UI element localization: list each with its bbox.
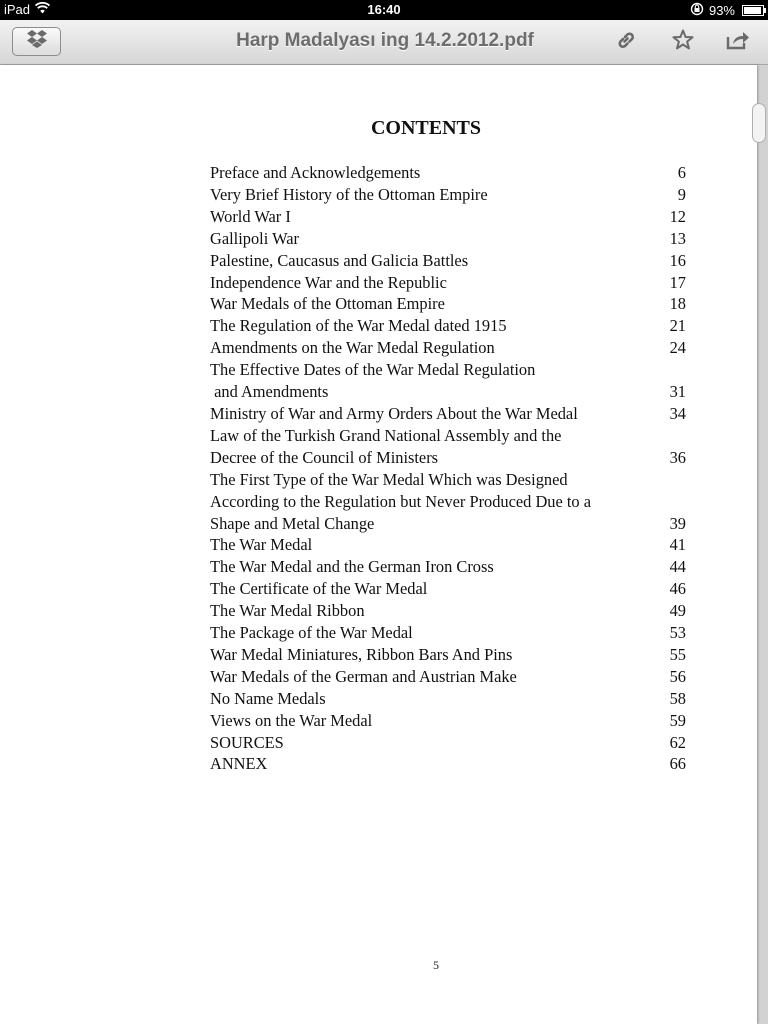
toc-entry[interactable] <box>210 293 686 315</box>
toc-entry[interactable] <box>210 403 686 425</box>
toc-entry[interactable] <box>210 250 686 272</box>
toc-entry-line: SOURCES <box>210 732 284 752</box>
toc-entry-title <box>210 578 427 600</box>
toc-entry-page: 17 <box>669 272 686 292</box>
toc-entry[interactable] <box>210 315 686 337</box>
table-of-contents <box>210 162 686 775</box>
document-viewer[interactable] <box>0 65 768 1024</box>
toc-entry-page: 58 <box>669 688 686 708</box>
pdf-page <box>0 65 757 1024</box>
document-title: Harp Madalyası ing 14.2.2012.pdf <box>236 30 534 51</box>
toc-entry-page: 46 <box>669 579 686 599</box>
toc-entry[interactable] <box>210 206 686 228</box>
toc-entry-title <box>210 732 284 754</box>
toc-entry-title <box>210 469 591 535</box>
toc-entry-line: The War Medal Ribbon <box>210 601 365 621</box>
battery-icon <box>742 5 764 16</box>
toc-entry-title <box>210 359 535 403</box>
contents-heading: CONTENTS <box>370 117 482 139</box>
toc-entry-line: Shape and Metal Change <box>210 513 375 533</box>
toc-entry-title <box>210 403 578 425</box>
toc-entry[interactable] <box>210 359 686 403</box>
toc-entry[interactable] <box>210 753 686 775</box>
toc-entry-line: The Effective Dates of the War Medal Regulation <box>210 360 536 380</box>
toc-entry[interactable] <box>210 622 686 644</box>
toc-entry-line: The War Medal <box>210 535 313 555</box>
toc-entry-line: Views on the War Medal <box>210 710 373 730</box>
device-name: iPad <box>4 2 31 17</box>
toc-entry-line: Very Brief History of the Ottoman Empire <box>210 184 488 204</box>
toc-entry-title <box>210 600 365 622</box>
toc-entry-title <box>210 206 291 228</box>
status-right <box>690 2 764 19</box>
toc-entry-page: 24 <box>669 338 686 358</box>
toc-entry-page: 21 <box>669 316 686 336</box>
status-bar <box>0 0 768 20</box>
toc-entry-page: 12 <box>669 206 686 226</box>
toc-entry-title <box>210 315 507 337</box>
toc-entry-line: Ministry of War and Army Orders About the War Medal <box>210 403 578 423</box>
toc-entry[interactable] <box>210 425 686 469</box>
toc-entry[interactable] <box>210 337 686 359</box>
bookmark-button[interactable] <box>670 29 696 55</box>
toc-entry-page: 55 <box>669 644 686 664</box>
share-button[interactable] <box>725 29 751 55</box>
toolbar <box>0 20 768 65</box>
toc-entry[interactable] <box>210 556 686 578</box>
toc-entry-title <box>210 228 299 250</box>
toc-entry-title <box>210 425 561 469</box>
toc-entry-line: World War I <box>210 206 291 226</box>
toc-entry-line: War Medal Miniatures, Ribbon Bars And Pins <box>210 644 513 664</box>
toc-entry-page: 53 <box>669 623 686 643</box>
toc-entry[interactable] <box>210 228 686 250</box>
toc-entry[interactable] <box>210 578 686 600</box>
toc-entry-page: 41 <box>669 535 686 555</box>
link-icon <box>614 28 638 57</box>
toc-entry-line: According to the Regulation but Never Produced Due to a <box>210 491 591 511</box>
toc-entry-title <box>210 250 468 272</box>
toc-entry-title <box>210 710 372 732</box>
toc-entry-line: War Medals of the Ottoman Empire <box>210 294 445 314</box>
toc-entry-title <box>210 293 445 315</box>
toc-entry-line: War Medals of the German and Austrian Make <box>210 666 517 686</box>
toc-entry-line: No Name Medals <box>210 688 326 708</box>
dropbox-icon <box>26 29 48 54</box>
toc-entry-line: and Amendments <box>210 382 329 402</box>
status-time: 16:40 <box>367 2 401 17</box>
toc-entry-title <box>210 753 267 775</box>
toc-entry-line: Palestine, Caucasus and Galicia Battles <box>210 250 469 270</box>
toc-entry-page: 6 <box>677 163 686 182</box>
toc-entry-title <box>210 622 413 644</box>
toc-entry-page: 66 <box>669 754 686 774</box>
toc-entry-page: 49 <box>669 601 686 621</box>
toc-entry-page: 18 <box>669 294 686 314</box>
toc-entry[interactable] <box>210 469 686 535</box>
rotation-lock-icon <box>690 2 704 19</box>
toc-entry-page: 36 <box>669 447 686 467</box>
scroll-handle[interactable] <box>752 103 766 143</box>
toc-entry-title <box>210 184 488 206</box>
star-icon <box>671 28 695 57</box>
toc-entry-line: Decree of the Council of Ministers <box>210 447 439 467</box>
toc-entry-page: 31 <box>669 382 686 402</box>
toc-entry-page: 59 <box>669 710 686 730</box>
toc-entry-line: The War Medal and the German Iron Cross <box>210 557 494 577</box>
toc-entry[interactable] <box>210 710 686 732</box>
toc-entry-title <box>210 162 420 184</box>
toc-entry-title <box>210 644 512 666</box>
toc-entry-line: Independence War and the Republic <box>210 272 447 292</box>
toc-entry-line: The First Type of the War Medal Which was Designed <box>210 469 568 489</box>
toc-entry[interactable] <box>210 688 686 710</box>
toc-entry-page: 56 <box>669 666 686 686</box>
toc-entry-line: Law of the Turkish Grand National Assembly and the <box>210 425 562 445</box>
battery-percent: 93% <box>708 3 735 18</box>
toc-entry[interactable] <box>210 272 686 294</box>
toc-entry[interactable] <box>210 666 686 688</box>
toc-entry[interactable] <box>210 534 686 556</box>
toc-entry-title <box>210 534 312 556</box>
toc-entry-page: 9 <box>677 184 686 204</box>
toc-entry[interactable] <box>210 184 686 206</box>
toc-entry-line: Gallipoli War <box>210 228 299 248</box>
toc-entry-line: The Package of the War Medal <box>210 623 413 643</box>
toc-entry[interactable] <box>210 732 686 754</box>
toc-entry-title <box>210 688 326 710</box>
link-button[interactable] <box>613 29 639 55</box>
toc-entry-page: 34 <box>669 403 686 423</box>
toc-entry-line: Amendments on the War Medal Regulation <box>210 338 495 358</box>
toc-entry-title <box>210 556 494 578</box>
toc-entry-line: ANNEX <box>210 754 268 774</box>
toc-entry-line: Preface and Acknowledgements <box>210 163 421 182</box>
dropbox-button[interactable] <box>12 27 61 56</box>
toc-entry-page: 13 <box>669 228 686 248</box>
toc-entry[interactable] <box>210 162 686 184</box>
toc-entry-line: The Regulation of the War Medal dated 1915 <box>210 316 507 336</box>
toc-entry-line: The Certificate of the War Medal <box>210 579 428 599</box>
toc-entry-title <box>210 272 447 294</box>
toc-entry-title <box>210 666 517 688</box>
toc-entry[interactable] <box>210 600 686 622</box>
toc-entry-page: 62 <box>669 732 686 752</box>
toc-entry[interactable] <box>210 644 686 666</box>
toc-entry-title <box>210 337 495 359</box>
toc-entry-page: 39 <box>669 513 686 533</box>
toc-entry-page: 44 <box>669 557 686 577</box>
page-number: 5 <box>433 958 439 972</box>
toc-entry-page: 16 <box>669 250 686 270</box>
share-icon <box>725 28 751 57</box>
